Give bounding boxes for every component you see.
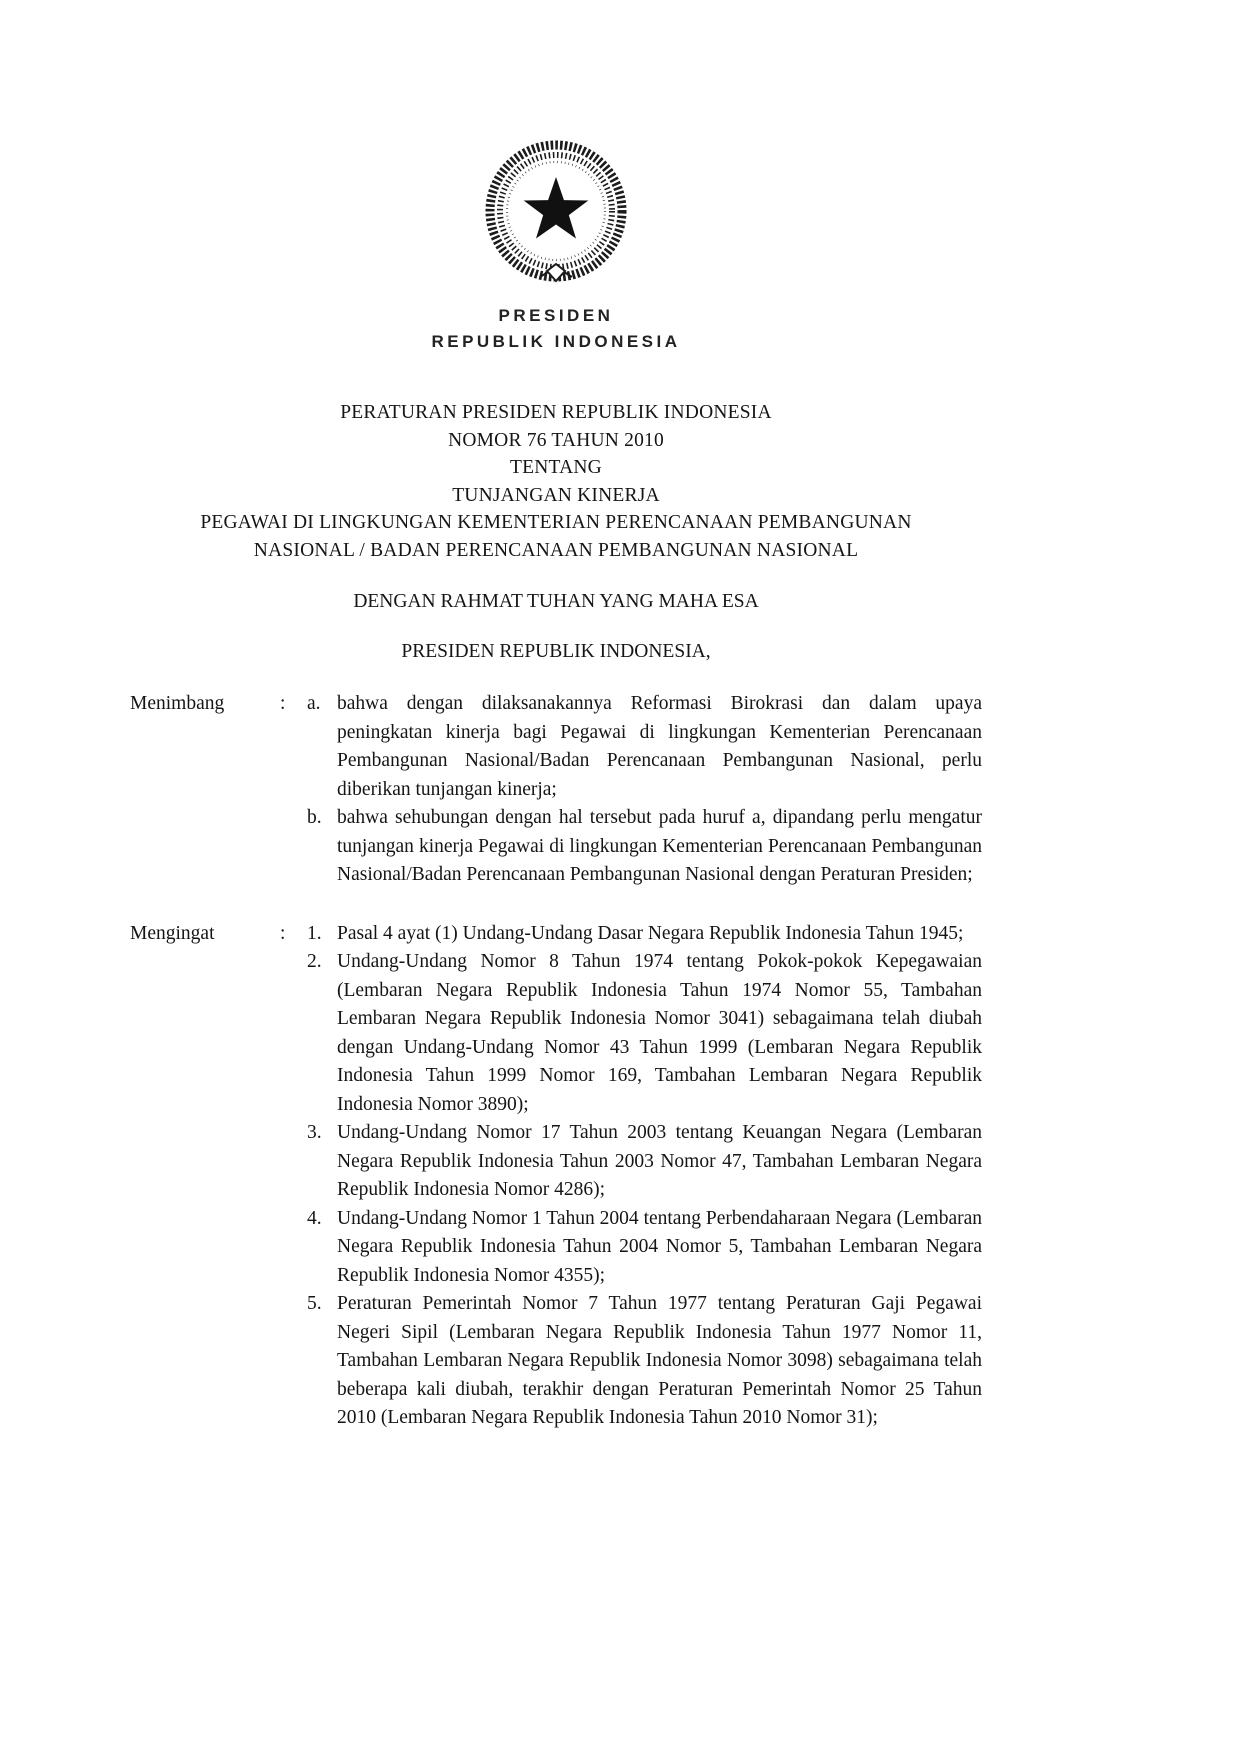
letterhead-line-presiden: PRESIDEN (498, 306, 614, 325)
title-line: TENTANG (510, 457, 602, 478)
section-colon: : (280, 922, 286, 944)
consideration-items (307, 690, 982, 890)
title-line: NASIONAL / BADAN PERENCANAAN PEMBANGUNAN NASIONAL (253, 539, 859, 561)
section-label: Mengingat (130, 922, 215, 944)
section-mengingat (130, 920, 982, 1433)
item-marker: 3. (307, 1122, 322, 1143)
consideration-item (307, 690, 982, 804)
consideration-item (307, 804, 982, 890)
title-line: PEGAWAI DI LINGKUNGAN KEMENTERIAN PERENCANAAN PEMBANGUNAN (200, 512, 912, 533)
section-menimbang (130, 690, 982, 890)
section-colon: : (280, 693, 286, 714)
enacting-authority-line: PRESIDEN REPUBLIK INDONESIA, (401, 641, 711, 662)
title-line: PERATURAN PRESIDEN REPUBLIK INDONESIA (340, 402, 772, 423)
section-label: Menimbang (130, 693, 225, 714)
legal-basis-item (307, 920, 982, 949)
legal-basis-item (307, 1205, 982, 1291)
star-icon (524, 177, 589, 239)
item-text: Undang-Undang Nomor 8 Tahun 1974 tentang Pokok-pokok Kepegawaian (Lembaran Negara Republik Indonesia Tahun 1974 Nomor 55, Tambahan Lembaran Negara Republik Indonesia Nomor 3041) sebagaimana telah diubah dengan Undang-Undang Nomor 43 Tahun 1999 (Lembaran Negara Republik Indonesia Tahun 1999 Nomor 169, Tambahan Lembaran Negara Republik Indonesia Nomor 3890); (337, 951, 982, 1115)
preamble-sections (130, 690, 982, 1433)
item-marker: a. (307, 693, 321, 714)
presidential-seal (130, 133, 982, 289)
item-marker: b. (307, 807, 322, 828)
item-marker: 5. (307, 1293, 322, 1314)
legal-basis-item (307, 1119, 982, 1205)
item-text: Pasal 4 ayat (1) Undang-Undang Dasar Negara Republik Indonesia Tahun 1945; (337, 922, 964, 944)
item-text: Undang-Undang Nomor 17 Tahun 2003 tentang Keuangan Negara (Lembaran Negara Republik Indonesia Tahun 2003 Nomor 47, Tambahan Lembaran Negara Republik Indonesia Nomor 4286); (337, 1122, 982, 1200)
letterhead-line-republik: REPUBLIK INDONESIA (431, 332, 681, 351)
title-line: NOMOR 76 TAHUN 2010 (448, 429, 664, 451)
item-marker: 4. (307, 1207, 322, 1229)
item-text: bahwa sehubungan dengan hal tersebut pada huruf a, dipandang perlu mengatur tunjangan kinerja Pegawai di lingkungan Kementerian Perencanaan Pembangunan Nasional/Badan Perencanaan Pembangunan Nasional dengan Peraturan Presiden; (337, 807, 982, 885)
letterhead (130, 303, 982, 355)
item-text: bahwa dengan dilaksanakannya Reformasi Birokrasi dan dalam upaya peningkatan kinerja bagi Pegawai di lingkungan Kementerian Perencanaan Pembangunan Nasional/Badan Perencanaan Pembangunan Nasional, perlu diberikan tunjangan kinerja; (337, 693, 982, 800)
legal-basis-items (307, 920, 982, 1433)
star-wreath-icon (475, 133, 637, 289)
invocation-line: DENGAN RAHMAT TUHAN YANG MAHA ESA (353, 591, 759, 612)
item-marker: 1. (307, 922, 322, 944)
item-marker: 2. (307, 951, 322, 972)
document-content (130, 0, 982, 1463)
item-text: Peraturan Pemerintah Nomor 7 Tahun 1977 tentang Peraturan Gaji Pegawai Negeri Sipil (Lembaran Negara Republik Indonesia Tahun 1977 Nomor 11, Tambahan Lembaran Negara Republik Indonesia Nomor 3098) sebagaimana telah beberapa kali diubah, terakhir dengan Peraturan Pemerintah Nomor 25 Tahun 2010 (Lembaran Negara Republik Indonesia Tahun 2010 Nomor 31); (337, 1293, 982, 1428)
title-line: TUNJANGAN KINERJA (452, 484, 660, 506)
document-title (130, 399, 982, 564)
item-text: Undang-Undang Nomor 1 Tahun 2004 tentang Perbendaharaan Negara (Lembaran Negara Republik Indonesia Tahun 2004 Nomor 5, Tambahan Lembaran Negara Republik Indonesia Nomor 4355); (337, 1207, 982, 1286)
legal-basis-item (307, 1290, 982, 1433)
legal-basis-item (307, 948, 982, 1119)
